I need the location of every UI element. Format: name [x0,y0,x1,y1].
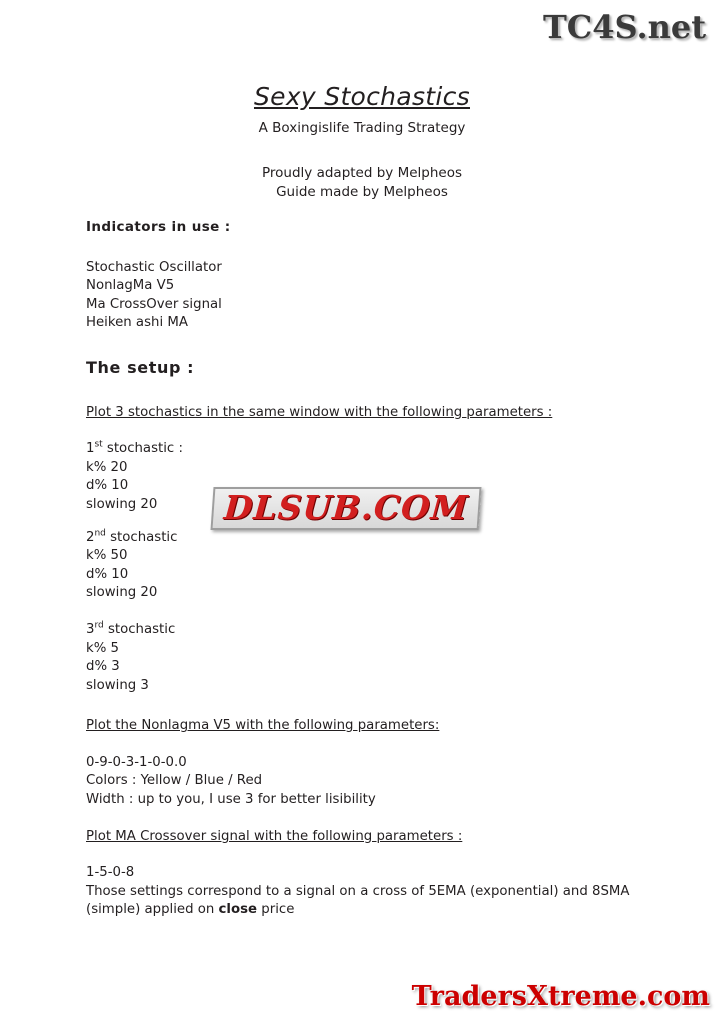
stochastic-1-param: d% 10 [86,478,129,494]
credits-block [0,164,724,202]
indicator-item: Heiken ashi MA [86,315,188,331]
ordinal-label: stochastic : [102,441,183,457]
watermark: DLSUB.COM [210,487,481,530]
stochastic-3-param: d% 3 [86,659,120,675]
ordinal-suffix: st [94,439,103,450]
stochastic-3-param: slowing 3 [86,677,149,693]
setup-heading: The setup : [86,357,195,377]
credit-line-1: Proudly adapted by Melpheos [262,165,462,181]
ordinal-label: stochastic [103,621,176,637]
ordinal-number: 1 [86,441,95,457]
stochastic-2-param: slowing 20 [86,585,158,601]
nonlagma-param: 0-9-0-3-1-0-0.0 [86,754,187,770]
ordinal-suffix: nd [94,528,106,539]
indicator-item: Stochastic Oscillator [86,259,222,275]
indicators-heading: Indicators in use : [86,219,231,235]
site-brand-bottom: TradersXtreme.com [411,981,710,1012]
stochastic-1-label [86,440,646,459]
title-block [0,82,724,136]
crossover-note-line-1: Those settings correspond to a signal on a cross of 5EMA (exponential) and 8SMA [86,883,630,899]
stochastic-3-param: k% 5 [86,640,120,656]
crossover-note-text: (simple) applied on [86,902,219,918]
credit-line-2: Guide made by Melpheos [276,184,448,200]
stochastic-1-param: slowing 20 [86,496,158,512]
page-title: Sexy Stochastics [253,82,470,111]
nonlagma-param: Colors : Yellow / Blue / Red [86,773,263,789]
indicator-item: Ma CrossOver signal [86,296,222,312]
stochastic-2-param: d% 10 [86,566,129,582]
page-subtitle: A Boxingislife Trading Strategy [258,120,466,136]
stochastic-1-param: k% 20 [86,459,128,475]
ordinal-label: stochastic [105,529,178,545]
crossover-note-line-2 [86,901,646,920]
crossover-param: 1-5-0-8 [86,865,135,881]
stochastic-2-label [86,529,646,548]
stochastic-2-param: k% 50 [86,548,128,564]
indicator-item: NonlagMa V5 [86,278,175,294]
crossover-note-tail: price [257,902,295,918]
stochastic-3-label [86,621,646,640]
site-brand-top: TC4S.net [542,8,706,46]
crossover-note-emphasis: close [218,902,258,918]
nonlagma-param: Width : up to you, I use 3 for better lisibility [86,792,376,808]
nonlagma-intro: Plot the Nonlagma V5 with the following parameters: [86,718,440,734]
ordinal-number: 3 [86,621,95,637]
stochastics-intro: Plot 3 stochastics in the same window with the following parameters : [86,404,553,420]
ordinal-suffix: rd [94,620,104,631]
ordinal-number: 2 [86,529,95,545]
document-body [86,218,646,920]
crossover-intro: Plot MA Crossover signal with the following parameters : [86,828,463,844]
